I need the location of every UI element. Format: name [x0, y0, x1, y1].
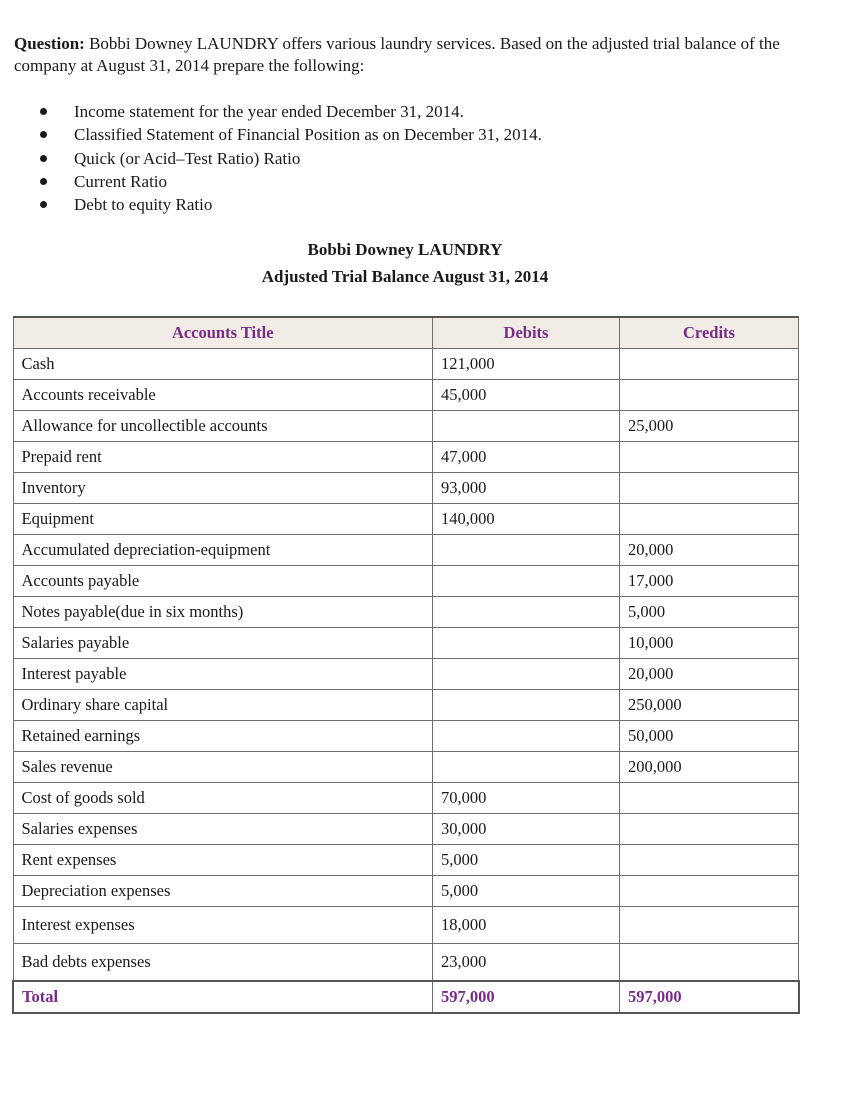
bullet-icon: [40, 201, 47, 208]
table-row: [13, 349, 799, 380]
account-cell: Interest payable: [13, 659, 433, 690]
header-credits: Credits: [620, 317, 799, 349]
account-cell: Interest expenses: [13, 907, 433, 944]
total-row: [13, 981, 799, 1013]
debit-cell: 70,000: [433, 783, 620, 814]
credit-cell: 20,000: [620, 659, 799, 690]
trial-balance-table: [12, 316, 800, 1014]
account-cell: Sales revenue: [13, 752, 433, 783]
table-row: [13, 659, 799, 690]
credit-cell: [620, 845, 799, 876]
debit-cell: [433, 659, 620, 690]
account-cell: Cash: [13, 349, 433, 380]
account-cell: Depreciation expenses: [13, 876, 433, 907]
account-cell: Retained earnings: [13, 721, 433, 752]
credit-cell: [620, 944, 799, 982]
table-row: [13, 380, 799, 411]
table-row: [13, 907, 799, 944]
header-accounts-title: Accounts Title: [13, 317, 433, 349]
task-item: Income statement for the year ended December 31, 2014.: [40, 100, 542, 123]
question-text: [14, 33, 814, 77]
table-row: [13, 944, 799, 982]
account-cell: Accounts payable: [13, 566, 433, 597]
table-row: [13, 411, 799, 442]
debit-cell: [433, 566, 620, 597]
debit-cell: [433, 752, 620, 783]
credit-cell: [620, 783, 799, 814]
total-label: Total: [13, 981, 433, 1013]
total-credit: 597,000: [620, 981, 799, 1013]
credit-cell: 50,000: [620, 721, 799, 752]
company-name: Bobbi Downey LAUNDRY: [307, 240, 503, 259]
bullet-icon: [40, 155, 47, 162]
question-label: Question:: [14, 34, 85, 53]
table-row: [13, 752, 799, 783]
table-header-row: [13, 317, 799, 349]
task-list: [40, 100, 542, 216]
account-cell: Cost of goods sold: [13, 783, 433, 814]
credit-cell: 20,000: [620, 535, 799, 566]
table-row: [13, 845, 799, 876]
table-row: [13, 876, 799, 907]
credit-cell: 5,000: [620, 597, 799, 628]
table-row: [13, 504, 799, 535]
table-row: [13, 566, 799, 597]
credit-cell: 17,000: [620, 566, 799, 597]
credit-cell: [620, 876, 799, 907]
account-cell: Ordinary share capital: [13, 690, 433, 721]
debit-cell: 47,000: [433, 442, 620, 473]
table-row: [13, 442, 799, 473]
account-cell: Rent expenses: [13, 845, 433, 876]
bullet-icon: [40, 108, 47, 115]
account-cell: Equipment: [13, 504, 433, 535]
debit-cell: [433, 721, 620, 752]
credit-cell: 25,000: [620, 411, 799, 442]
total-debit: 597,000: [433, 981, 620, 1013]
question-body: Bobbi Downey LAUNDRY offers various laundry services. Based on the adjusted trial balance of the company at August 31, 2014 prepare the following:: [14, 34, 780, 75]
account-cell: Bad debts expenses: [13, 944, 433, 982]
credit-cell: 250,000: [620, 690, 799, 721]
account-cell: Prepaid rent: [13, 442, 433, 473]
debit-cell: [433, 535, 620, 566]
credit-cell: 10,000: [620, 628, 799, 659]
credit-cell: [620, 380, 799, 411]
credit-cell: [620, 349, 799, 380]
debit-cell: [433, 411, 620, 442]
debit-cell: 93,000: [433, 473, 620, 504]
task-item: Debt to equity Ratio: [40, 193, 542, 216]
account-cell: Salaries expenses: [13, 814, 433, 845]
account-cell: Notes payable(due in six months): [13, 597, 433, 628]
credit-cell: [620, 504, 799, 535]
table-row: [13, 473, 799, 504]
debit-cell: [433, 690, 620, 721]
report-title: Adjusted Trial Balance August 31, 2014: [261, 267, 549, 286]
debit-cell: [433, 628, 620, 659]
table-body: [13, 349, 799, 1014]
table-row: [13, 783, 799, 814]
header-debits: Debits: [433, 317, 620, 349]
table-row: [13, 628, 799, 659]
debit-cell: 121,000: [433, 349, 620, 380]
account-cell: Accumulated depreciation-equipment: [13, 535, 433, 566]
task-item: Classified Statement of Financial Position as on December 31, 2014.: [40, 123, 542, 146]
debit-cell: 45,000: [433, 380, 620, 411]
table-row: [13, 535, 799, 566]
debit-cell: 30,000: [433, 814, 620, 845]
credit-cell: [620, 473, 799, 504]
table-row: [13, 814, 799, 845]
table-row: [13, 690, 799, 721]
credit-cell: [620, 814, 799, 845]
debit-cell: 5,000: [433, 845, 620, 876]
credit-cell: [620, 907, 799, 944]
account-cell: Allowance for uncollectible accounts: [13, 411, 433, 442]
debit-cell: 5,000: [433, 876, 620, 907]
account-cell: Inventory: [13, 473, 433, 504]
table-row: [13, 721, 799, 752]
credit-cell: 200,000: [620, 752, 799, 783]
task-item: Quick (or Acid–Test Ratio) Ratio: [40, 147, 542, 170]
credit-cell: [620, 442, 799, 473]
debit-cell: [433, 597, 620, 628]
task-item: Current Ratio: [40, 170, 542, 193]
debit-cell: 140,000: [433, 504, 620, 535]
table-row: [13, 597, 799, 628]
account-cell: Salaries payable: [13, 628, 433, 659]
debit-cell: 18,000: [433, 907, 620, 944]
account-cell: Accounts receivable: [13, 380, 433, 411]
bullet-icon: [40, 178, 47, 185]
debit-cell: 23,000: [433, 944, 620, 982]
bullet-icon: [40, 131, 47, 138]
